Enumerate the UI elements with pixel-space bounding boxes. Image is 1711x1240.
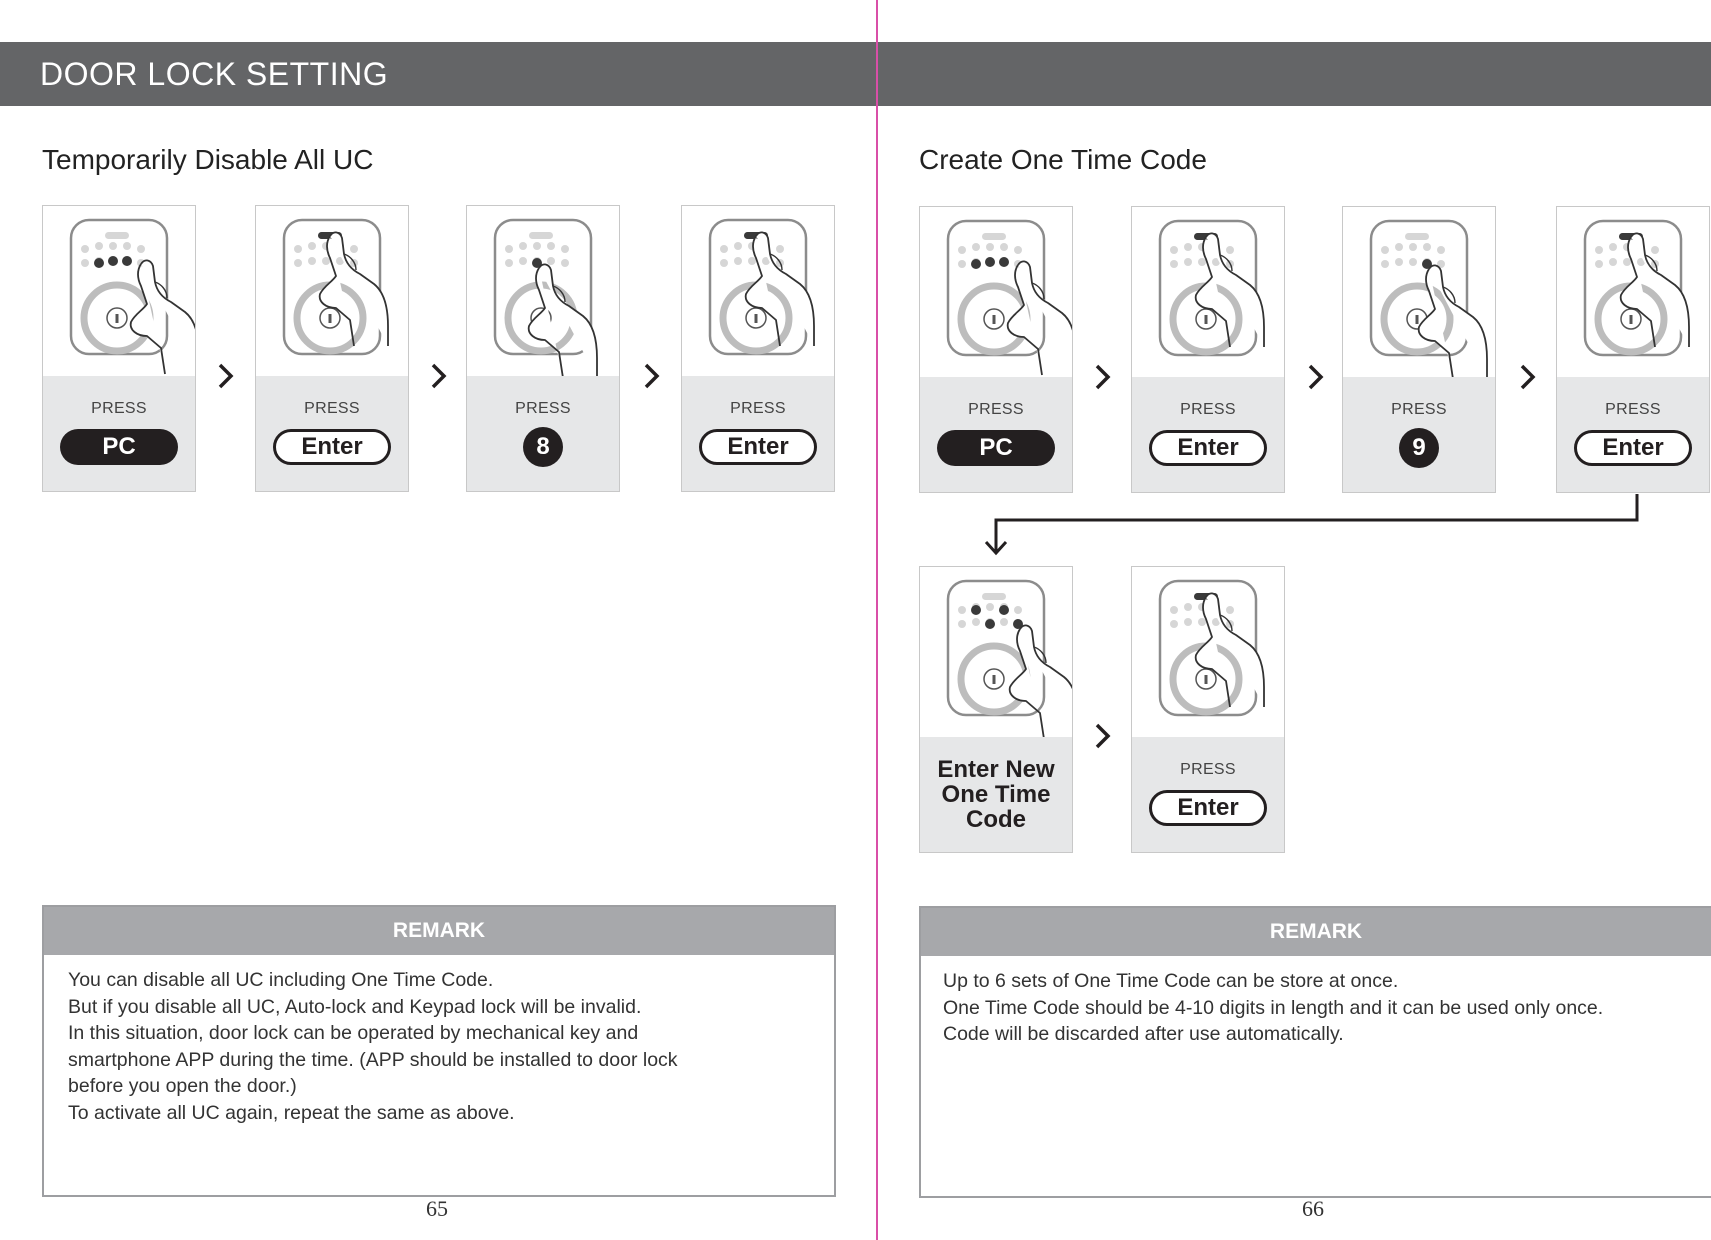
step-press-enter — [1556, 206, 1710, 493]
press-label: PRESS — [1605, 401, 1661, 418]
remark-line: before you open the door.) — [68, 1075, 297, 1097]
page-header-title: DOOR LOCK SETTING — [40, 56, 389, 92]
key-pc: PC — [937, 430, 1055, 466]
step-press-9 — [1342, 206, 1496, 493]
press-label: PRESS — [515, 400, 571, 417]
remark-title: REMARK — [44, 907, 834, 955]
remark-body — [44, 955, 834, 1126]
key-enter: Enter — [1149, 430, 1267, 466]
key-8: 8 — [523, 427, 563, 467]
chevron-right-icon — [429, 362, 449, 390]
step-caption — [256, 376, 408, 491]
press-label: PRESS — [1180, 761, 1236, 778]
key-enter: Enter — [1149, 790, 1267, 826]
step-press-pc — [919, 206, 1073, 493]
remark-line: One Time Code should be 4-10 digits in length and it can be used only once. — [943, 996, 1604, 1019]
door-lock-keypad-with-hand-icon — [1132, 207, 1284, 377]
chevron-right-icon — [1093, 363, 1113, 391]
step-enter-new-code — [919, 566, 1073, 853]
step-press-pc — [42, 205, 196, 492]
remark-line: In this situation, door lock can be operated by mechanical key and — [68, 1022, 639, 1044]
step-caption — [1132, 377, 1284, 492]
key-enter: Enter — [273, 429, 391, 465]
step-caption — [467, 376, 619, 491]
press-label: PRESS — [968, 401, 1024, 418]
page-number: 65 — [426, 1196, 448, 1221]
step-press-8 — [466, 205, 620, 492]
chevron-right-icon — [1093, 722, 1113, 750]
step-caption — [43, 376, 195, 491]
remark-line: smartphone APP during the time. (APP should be installed to door lock — [68, 1048, 678, 1071]
page-66 — [878, 0, 1711, 1240]
remark-body — [921, 956, 1711, 1048]
key-9: 9 — [1399, 428, 1439, 468]
step-caption — [1557, 377, 1709, 492]
door-lock-keypad-with-hand-icon — [256, 206, 408, 376]
step-caption — [1343, 377, 1495, 492]
remark-box — [42, 905, 836, 1197]
remark-line: You can disable all UC including One Time Code. — [68, 969, 494, 991]
page-number: 66 — [1302, 1196, 1324, 1221]
chevron-right-icon — [216, 362, 236, 390]
step-press-enter — [1131, 206, 1285, 493]
door-lock-keypad-with-hand-icon — [43, 206, 195, 376]
door-lock-keypad-with-hand-icon — [920, 567, 1072, 737]
section-title-disable-uc: Temporarily Disable All UC — [42, 144, 374, 175]
door-lock-keypad-with-hand-icon — [467, 206, 619, 376]
step-caption — [1132, 737, 1284, 852]
step-caption — [682, 376, 834, 491]
door-lock-keypad-with-hand-icon — [682, 206, 834, 376]
remark-box — [919, 906, 1711, 1198]
remark-line: But if you disable all UC, Auto-lock and Keypad lock will be invalid. — [68, 995, 642, 1018]
press-label: PRESS — [1180, 401, 1236, 418]
remark-line: To activate all UC again, repeat the same as above. — [68, 1101, 515, 1124]
door-lock-keypad-with-hand-icon — [1343, 207, 1495, 377]
press-label: PRESS — [304, 400, 360, 417]
press-label: PRESS — [91, 400, 147, 417]
step-caption — [920, 737, 1072, 852]
chevron-right-icon — [642, 362, 662, 390]
remark-line: Code will be discarded after use automatically. — [943, 1023, 1344, 1045]
door-lock-keypad-with-hand-icon — [920, 207, 1072, 377]
key-enter: Enter — [699, 429, 817, 465]
chevron-right-icon — [1518, 363, 1538, 391]
key-enter: Enter — [1574, 430, 1692, 466]
door-lock-keypad-with-hand-icon — [1132, 567, 1284, 737]
chevron-right-icon — [1306, 363, 1326, 391]
enter-new-code-label: Enter New One Time Code — [937, 756, 1055, 833]
header-band — [0, 42, 876, 106]
step-press-enter — [681, 205, 835, 492]
press-label: PRESS — [730, 400, 786, 417]
remark-title: REMARK — [921, 908, 1711, 956]
door-lock-keypad-with-hand-icon — [1557, 207, 1709, 377]
remark-line: Up to 6 sets of One Time Code can be store at once. — [943, 970, 1399, 992]
step-press-enter — [255, 205, 409, 492]
section-title-create-otc: Create One Time Code — [919, 144, 1207, 175]
down-arrow-icon — [978, 492, 1648, 558]
header-band — [878, 42, 1711, 106]
step-caption — [920, 377, 1072, 492]
key-pc: PC — [60, 429, 178, 465]
press-label: PRESS — [1391, 401, 1447, 418]
step-press-enter — [1131, 566, 1285, 853]
